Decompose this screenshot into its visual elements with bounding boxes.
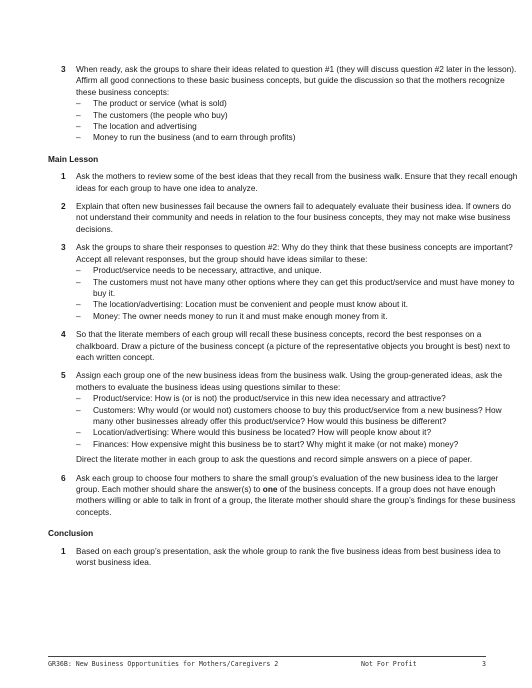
list-item <box>76 110 518 121</box>
main-step-6 <box>48 473 518 519</box>
emphasis-text: one <box>262 484 278 494</box>
list-item <box>76 427 518 438</box>
dash-glyph: – <box>76 438 81 449</box>
main-step-3 <box>48 242 518 322</box>
list-item-text: Money: The owner needs money to run it and must make enough money from it. <box>93 310 388 321</box>
main-step-5 <box>48 370 518 465</box>
list-item-text: The customers must not have many other options where they can get this product/service and must have money to buy it. <box>93 276 515 298</box>
step-text: So that the literate members of each group will recall these business concepts, record the best responses on a chalkboard. Draw a picture of the business concept (a picture of the representative objects you brought is best) next to each written concept. <box>76 329 510 362</box>
list-item-text: Customers: Why would (or would not) customers choose to buy this product/service from a new business? How many other businesses already offer this product/service? How would this business be different? <box>93 404 502 426</box>
list-item-text: Product/service needs to be necessary, attractive, and unique. <box>93 265 322 276</box>
step-text-part: Ask each group to choose four mothers to share the small group’s evaluation of the new business idea to the larger group. Each mother should share the answer(s) to <box>76 472 499 494</box>
main-step-1 <box>48 171 518 194</box>
dash-glyph: – <box>76 98 81 109</box>
section-title-main-lesson: Main Lesson <box>48 153 99 164</box>
section-title-conclusion: Conclusion <box>48 528 94 539</box>
list-item <box>76 439 518 450</box>
step-number: 1 <box>61 545 66 556</box>
list-item <box>76 311 518 322</box>
step-number: 2 <box>61 201 66 212</box>
list-item-text: Location/advertising: Where would this business be located? How will people know about it? <box>93 427 432 438</box>
list-item <box>76 405 518 428</box>
list-item <box>76 393 518 404</box>
list-item-text: The location/advertising: Location must be convenient and people must know about it. <box>93 299 409 310</box>
step-text: Based on each group’s presentation, ask the whole group to rank the five business ideas from best business idea to worst business idea. <box>76 545 501 568</box>
step-text: Ask the groups to share their responses to question #2: Why do they think that these business concepts are important? Accept all relevant responses, but the group should have ideas similar to these: <box>76 242 513 264</box>
dash-glyph: – <box>76 109 81 120</box>
dash-glyph: – <box>76 310 81 321</box>
step-text: Assign each group one of the new business ideas from the business walk. Using the group-generated ideas, ask the mothers to evaluate the business ideas using questions similar to these: <box>76 370 503 392</box>
list-item <box>76 121 518 132</box>
dash-glyph: – <box>76 427 81 438</box>
bullet-list <box>76 393 518 450</box>
dash-glyph: – <box>76 132 81 143</box>
list-item-text: The product or service (what is sold) <box>93 98 227 109</box>
dash-glyph: – <box>76 265 81 276</box>
dash-glyph: – <box>76 404 81 415</box>
step-number: 6 <box>61 472 66 483</box>
page-number: 3 <box>482 660 486 668</box>
step-text: Explain that often new businesses fail because the owners fail to adequately evaluate their business idea. If owners do not understand their community and needs in relation to the four business concepts, they may not make wise business decisions. <box>76 201 511 234</box>
step-text: When ready, ask the groups to share their ideas related to question #1 (they will discuss question #2 later in the lesson). Affirm all good connections to these basic business concepts, but guide the discussion so that the mothers recognize these business concepts: <box>76 64 517 97</box>
step-number: 3 <box>61 242 66 253</box>
list-item-text: The customers (the people who buy) <box>93 109 228 120</box>
list-item <box>76 132 518 143</box>
page-footer <box>48 656 486 668</box>
step-number: 1 <box>61 171 66 182</box>
step-number: 3 <box>61 64 66 74</box>
list-item-text: Finances: How expensive might this business be to start? Why might it make (or not make) money? <box>93 438 459 449</box>
page-content <box>48 64 518 575</box>
list-item-text: The location and advertising <box>93 121 197 132</box>
list-item <box>76 277 518 300</box>
dash-glyph: – <box>76 276 81 287</box>
step-note: Direct the literate mother in each group to ask the questions and record simple answers on a piece of paper. <box>76 454 473 465</box>
step-text: Ask the mothers to review some of the best ideas that they recall from the business walk. Ensure that they recall enough ideas for each group to have one idea to analyze. <box>76 171 518 193</box>
bullet-list <box>76 98 518 144</box>
main-step-4 <box>48 329 518 363</box>
footer-doc-title: GR36B: New Business Opportunities for Mothers/Caregivers 2 <box>48 660 279 668</box>
step-number: 4 <box>61 329 66 340</box>
list-item <box>76 98 518 109</box>
main-step-2 <box>48 201 518 235</box>
dash-glyph: – <box>76 299 81 310</box>
dash-glyph: – <box>76 121 81 132</box>
list-item-text: Money to run the business (and to earn through profits) <box>93 132 296 143</box>
conclusion-step-1 <box>48 546 518 569</box>
step-text <box>76 473 518 519</box>
intro-step-3 <box>48 64 518 144</box>
step-text-part: of the business concepts. If a group does not have enough mothers willing or able to talk in front of a group, the literate mother should share the group’s findings for these business concepts. <box>76 484 516 517</box>
list-item-text: Product/service: How is (or is not) the product/service in this new idea necessary and attractive? <box>93 393 446 404</box>
footer-notice: Not For Profit <box>361 660 417 668</box>
list-item <box>76 299 518 310</box>
list-item <box>76 265 518 276</box>
step-number: 5 <box>61 370 66 381</box>
bullet-list <box>76 265 518 322</box>
dash-glyph: – <box>76 393 81 404</box>
